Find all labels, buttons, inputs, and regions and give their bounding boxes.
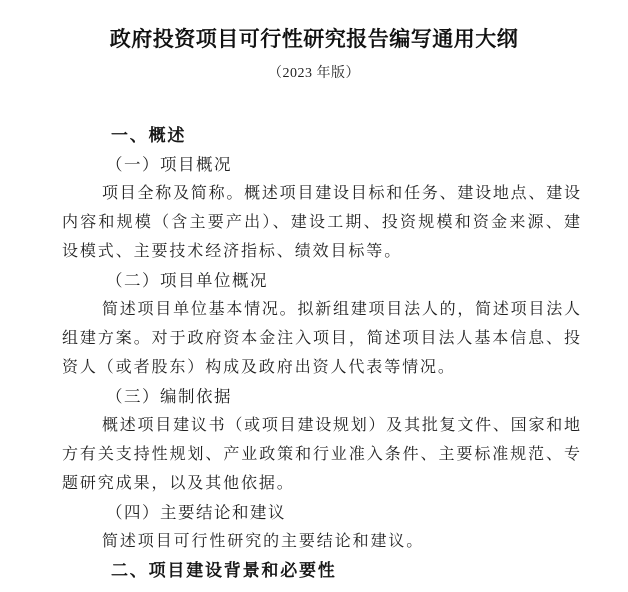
paragraph-line: 资人（或者股东）构成及政府出资人代表等情况。 [62, 359, 456, 376]
subsection-heading-1-2: （二）项目单位概况 [106, 271, 268, 290]
paragraph-line: 方有关支持性规划、产业政策和行业准入条件、主要标准规范、专 [62, 446, 580, 463]
document-subtitle: （2023 年版） [268, 66, 360, 81]
paragraph-line: 概述项目建议书（或项目建设规划）及其批复文件、国家和地 [102, 417, 580, 434]
paragraph-line: 设模式、主要技术经济指标、绩效目标等。 [62, 243, 403, 260]
paragraph-line: 题研究成果，以及其他依据。 [62, 475, 295, 492]
paragraph-line: 组建方案。对于政府资本金注入项目，简述项目法人基本信息、投 [62, 330, 580, 347]
paragraph-line: 简述项目可行性研究的主要结论和建议。 [102, 533, 425, 550]
subsection-heading-1-3: （三）编制依据 [106, 387, 232, 406]
paragraph-line: 简述项目单位基本情况。拟新组建项目法人的，简述项目法人 [102, 301, 580, 318]
paragraph-line: 内容和规模（含主要产出）、建设工期、投资规模和资金来源、建 [62, 214, 580, 231]
subsection-heading-1-4: （四）主要结论和建议 [106, 503, 286, 522]
section-heading-2: 二、项目建设背景和必要性 [111, 561, 337, 580]
paragraph-line: 项目全称及简称。概述项目建设目标和任务、建设地点、建设 [102, 185, 580, 202]
section-heading-1: 一、概述 [111, 126, 187, 145]
document-title: 政府投资项目可行性研究报告编写通用大纲 [109, 27, 519, 51]
document-body [62, 121, 580, 585]
subsection-heading-1-1: （一）项目概况 [106, 155, 232, 174]
